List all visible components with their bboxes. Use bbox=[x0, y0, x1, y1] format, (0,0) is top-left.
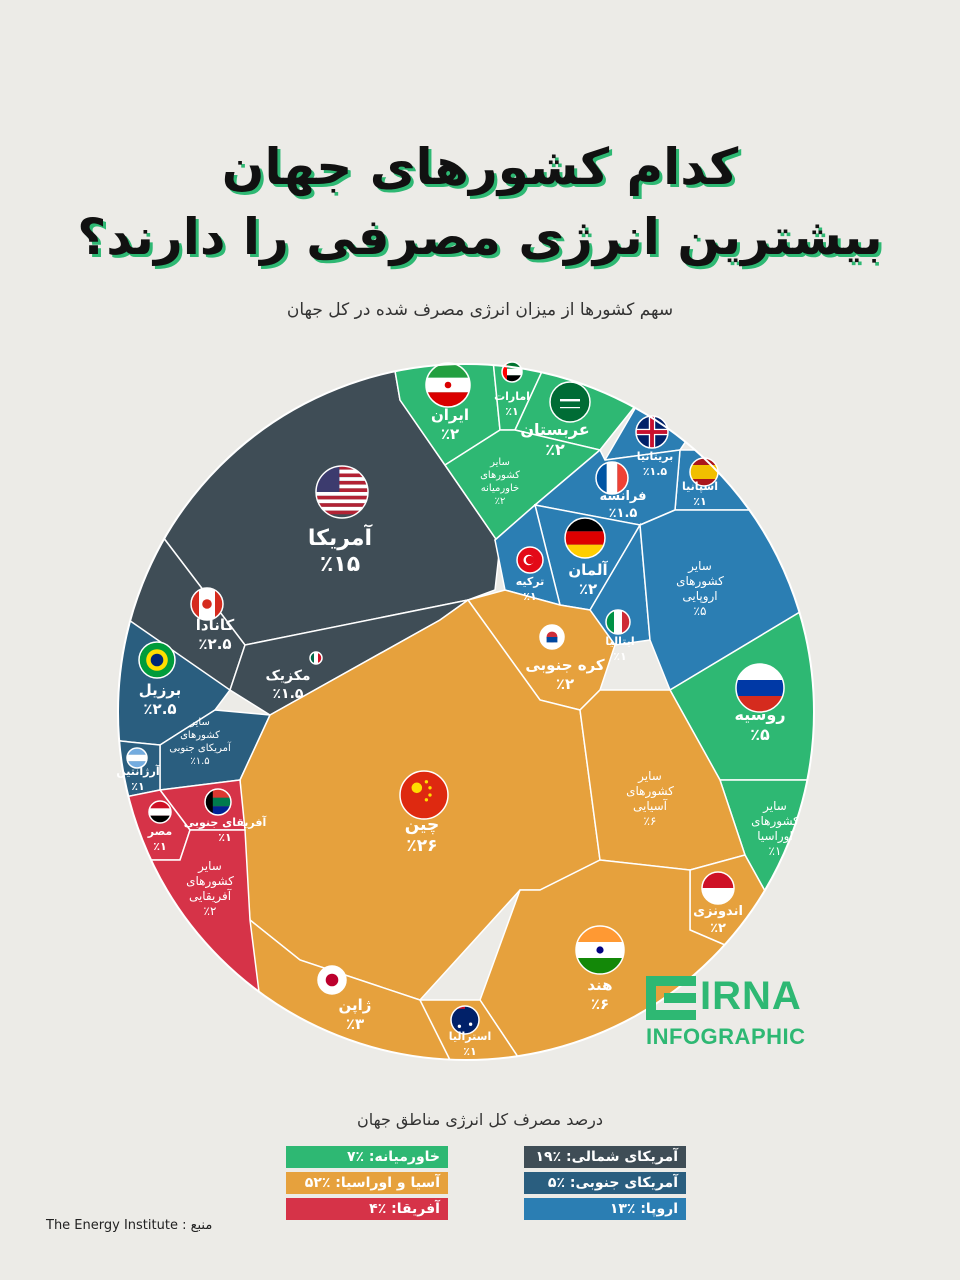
legend-item-3: آمریکای شمالی: ٪۱۹ bbox=[524, 1146, 686, 1168]
cell-label-9-line-1: کشورهای bbox=[480, 470, 520, 481]
cell-label-4-line-0: سایر bbox=[190, 717, 210, 728]
turkey-flag-icon bbox=[517, 547, 543, 573]
india-flag-icon bbox=[576, 926, 624, 974]
cell-label-9-line-0: سایر bbox=[490, 457, 510, 468]
germany-flag-icon bbox=[565, 518, 605, 558]
legend-item-4: آمریکای جنوبی: ٪۵ bbox=[524, 1172, 686, 1194]
usa-flag-icon bbox=[316, 466, 368, 518]
cell-label-22: اندونزی bbox=[693, 904, 743, 919]
cell-label-18-line-1: کشورهای bbox=[751, 814, 799, 828]
cell-value-3: ٪۲.۵ bbox=[143, 700, 177, 718]
cell-label-14: ترکیه bbox=[515, 575, 545, 588]
cell-value-4: ٪۱.۵ bbox=[190, 756, 210, 767]
cell-value-7: ٪۱ bbox=[505, 405, 519, 418]
cell-value-12: ٪۱.۵ bbox=[608, 506, 638, 521]
cell-label-21-line-0: سایر bbox=[638, 769, 662, 783]
cell-label-4-line-2: آمریکای جنوبی bbox=[169, 743, 231, 754]
korea-flag-icon bbox=[540, 625, 564, 649]
cell-label-3: برزیل bbox=[138, 681, 182, 699]
south_africa-flag-icon bbox=[205, 789, 231, 815]
cell-value-10: ٪۱.۵ bbox=[642, 465, 668, 478]
cell-label-28-line-0: سایر bbox=[198, 859, 222, 873]
legend-item-2: آفریقا: ٪۴ bbox=[286, 1198, 448, 1220]
cell-label-11: اسپانیا bbox=[682, 480, 718, 493]
cell-label-18-line-2: اوراسیا bbox=[757, 829, 793, 843]
cell-value-0: ٪۱۵ bbox=[319, 552, 361, 577]
cell-label-28-line-1: کشورهای bbox=[186, 874, 234, 888]
cell-label-9-line-2: خاورمیانه bbox=[480, 483, 520, 494]
cell-label-28-line-2: آفریقایی bbox=[188, 889, 232, 903]
italy-flag-icon bbox=[606, 610, 630, 634]
cell-value-27: ٪۱ bbox=[153, 840, 167, 853]
cell-label-12: فرانسه bbox=[599, 489, 647, 504]
cell-label-25: استرالیا bbox=[448, 1030, 492, 1043]
logo-text: IRNA bbox=[700, 974, 802, 1018]
cell-label-13: آلمان bbox=[568, 561, 608, 579]
cell-value-16: ٪۵ bbox=[693, 604, 707, 618]
legend-title: درصد مصرف کل انرژی مناطق جهان bbox=[356, 1110, 604, 1129]
cell-label-21-line-1: کشورهای bbox=[626, 784, 674, 798]
cell-value-15: ٪۱ bbox=[613, 650, 627, 663]
cell-label-19: کره جنوبی bbox=[525, 656, 605, 674]
cell-value-6: ٪۲ bbox=[440, 425, 460, 443]
legend-item-1: آسیا و اوراسیا: ٪۵۲ bbox=[286, 1172, 448, 1194]
cell-value-22: ٪۲ bbox=[710, 921, 726, 936]
cell-label-0: آمریکا bbox=[307, 526, 373, 551]
cell-label-23: هند bbox=[587, 976, 613, 994]
cell-value-17: ٪۵ bbox=[750, 725, 770, 744]
mexico-flag-icon bbox=[310, 652, 322, 664]
irna-logo-mark bbox=[646, 976, 702, 1024]
legend-item-0: خاورمیانه: ٪۷ bbox=[286, 1146, 448, 1168]
cell-value-25: ٪۱ bbox=[463, 1045, 477, 1058]
cell-label-17: روسیه bbox=[734, 705, 786, 724]
cell-label-21-line-2: آسیایی bbox=[632, 799, 668, 813]
cell-label-16-line-0: سایر bbox=[688, 559, 712, 573]
cell-label-24: ژاپن bbox=[338, 996, 372, 1014]
cell-value-14: ٪۱ bbox=[523, 590, 537, 603]
china-flag-icon bbox=[400, 771, 448, 819]
egypt-flag-icon bbox=[149, 801, 171, 823]
cell-value-11: ٪۱ bbox=[693, 495, 707, 508]
cell-label-15: ایتالیا bbox=[605, 635, 635, 648]
cell-value-2: ٪۱.۵ bbox=[272, 686, 304, 702]
title-line-2: بیشترین انرژی مصرفی را دارند؟ bbox=[77, 208, 883, 266]
cell-label-20: چین bbox=[404, 815, 440, 835]
cell-value-19: ٪۲ bbox=[555, 675, 575, 693]
cell-value-23: ٪۶ bbox=[590, 995, 610, 1013]
cell-label-5: آرژانتین bbox=[116, 765, 160, 778]
cell-value-8: ٪۲ bbox=[545, 440, 565, 459]
japan-flag-icon bbox=[318, 966, 346, 994]
cell-value-26: ٪۱ bbox=[218, 831, 232, 844]
source-credit: The Energy Institute : منبع bbox=[46, 1218, 213, 1233]
cell-label-8: عربستان bbox=[520, 420, 590, 439]
cell-value-9: ٪۲ bbox=[494, 496, 506, 507]
logo-subtitle: INFOGRAPHIC bbox=[646, 1024, 806, 1049]
cell-label-16-line-1: کشورهای bbox=[676, 574, 724, 588]
cell-value-28: ٪۲ bbox=[203, 904, 217, 918]
cell-value-13: ٪۲ bbox=[578, 580, 598, 598]
cell-label-18-line-0: سایر bbox=[763, 799, 787, 813]
cell-label-7: امارات bbox=[494, 390, 530, 403]
cell-label-10: بریتانیا bbox=[636, 450, 674, 463]
saudi-flag-icon bbox=[550, 382, 590, 422]
cell-value-5: ٪۱ bbox=[131, 780, 145, 793]
cell-label-2: مکزیک bbox=[265, 668, 311, 684]
title-line-1: کدام کشورهای جهان bbox=[221, 138, 739, 196]
cell-label-4-line-1: کشورهای bbox=[180, 730, 220, 741]
cell-label-6: ایران bbox=[430, 406, 470, 424]
cell-label-16-line-2: اروپایی bbox=[682, 589, 718, 603]
cell-value-20: ٪۲۶ bbox=[406, 836, 438, 856]
brazil-flag-icon bbox=[139, 642, 175, 678]
cell-value-1: ٪۲.۵ bbox=[198, 635, 232, 653]
cell-label-27: مصر bbox=[147, 825, 173, 838]
subtitle: سهم کشورها از میزان انرژی مصرف شده در کل جهان bbox=[286, 300, 674, 320]
cell-label-26: آفریقای جنوبی bbox=[183, 816, 267, 829]
cell-value-24: ٪۳ bbox=[345, 1015, 365, 1033]
uae-flag-icon bbox=[502, 362, 522, 382]
iran-flag-icon bbox=[426, 363, 470, 407]
cell-value-18: ٪۱ bbox=[768, 844, 782, 858]
legend-item-5: اروپا: ٪۱۳ bbox=[524, 1198, 686, 1220]
cell-value-21: ٪۶ bbox=[643, 814, 657, 828]
uk-flag-icon bbox=[636, 416, 668, 448]
cell-label-1: کانادا bbox=[195, 616, 235, 634]
indonesia-flag-icon bbox=[702, 872, 734, 904]
